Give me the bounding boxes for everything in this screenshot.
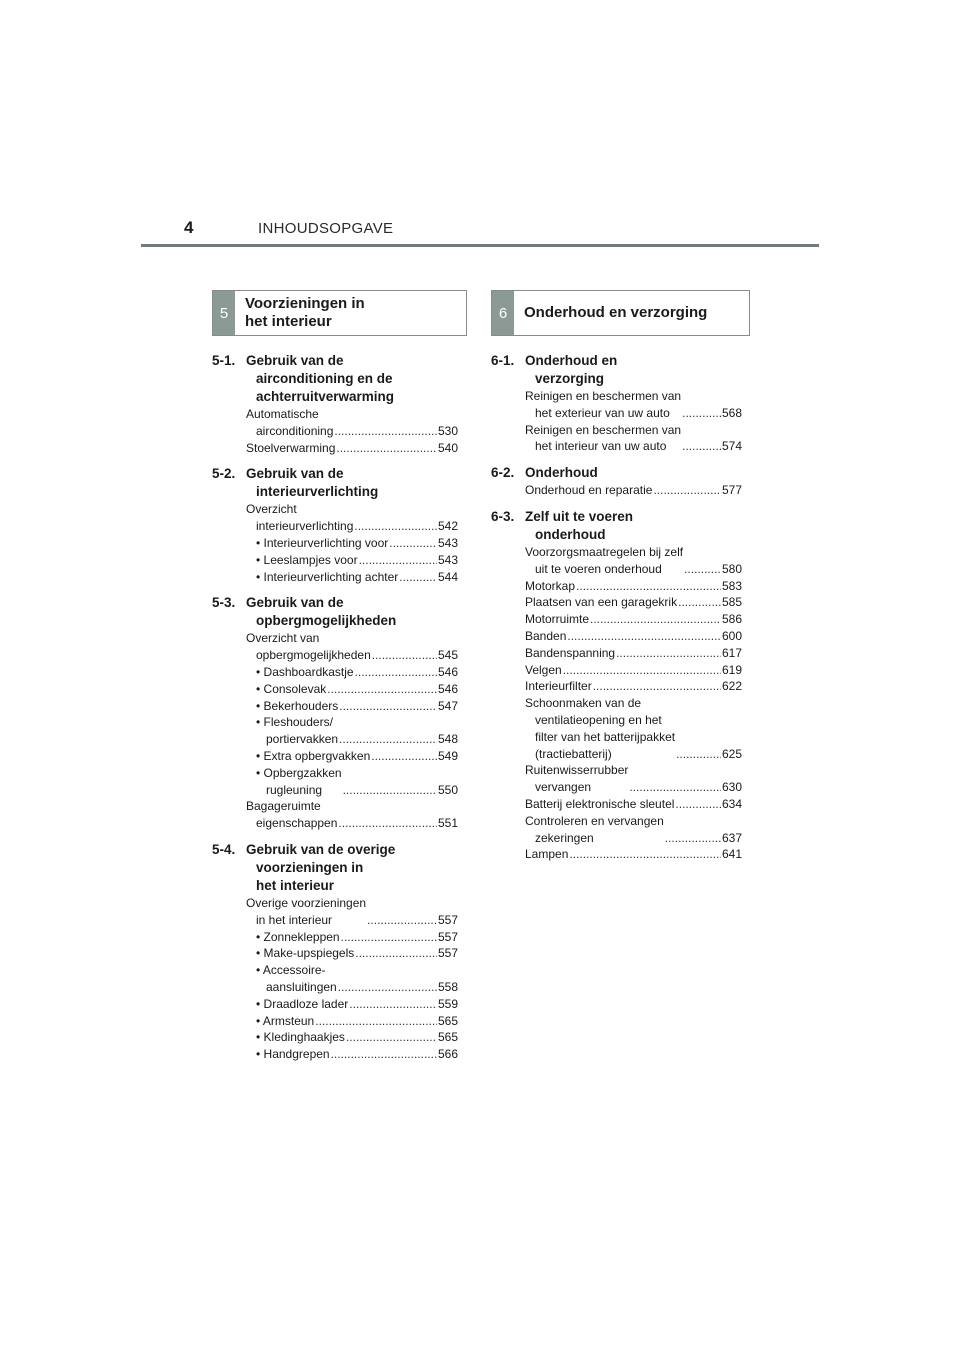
entry-label-line: vervangen	[535, 780, 592, 795]
section-title-line: achterruitverwarming	[256, 389, 395, 404]
entry-label-line: • Interieurverlichting voor	[256, 535, 389, 550]
toc-entry[interactable]	[246, 765, 458, 799]
leader-dots	[331, 1046, 437, 1063]
leader-dots	[682, 438, 721, 455]
entry-page-number: 565	[437, 1013, 458, 1028]
entry-page-number: 546	[437, 664, 458, 679]
entry-label-line: Overzicht van	[246, 631, 320, 646]
entry-label-line: Bandenspanning	[525, 645, 616, 660]
toc-entry[interactable]	[525, 482, 742, 499]
leader-dots	[354, 518, 437, 535]
section-gap	[212, 832, 458, 838]
entry-label	[256, 664, 354, 681]
toc-entry[interactable]	[246, 714, 458, 748]
entry-label-line: Voorzorgsmaatregelen bij zelf	[525, 544, 684, 559]
entry-label	[525, 695, 675, 762]
entry-page-number: 557	[437, 912, 458, 927]
entry-label-line: in het interieur	[256, 912, 333, 927]
entry-label-line: Motorkap	[525, 578, 576, 593]
entry-label-line: Plaatsen van een garagekrik	[525, 595, 678, 610]
entry-page-number: 586	[721, 612, 742, 627]
entry-label	[525, 544, 683, 578]
section-title-line: interieurverlichting	[256, 484, 379, 500]
entry-label	[256, 681, 326, 698]
section-number: 5-4.	[212, 841, 236, 857]
section-title-line: Onderhoud	[525, 465, 598, 481]
toc-entry[interactable]	[246, 1013, 458, 1030]
toc-entry[interactable]	[525, 846, 742, 863]
entry-label	[525, 611, 589, 628]
leader-dots	[389, 535, 437, 552]
toc-entry[interactable]	[246, 1046, 458, 1063]
toc-entry[interactable]	[246, 945, 458, 962]
entry-label	[525, 645, 615, 662]
section-title	[246, 465, 458, 501]
entry-page-number: 580	[721, 561, 742, 576]
entry-label	[246, 406, 333, 440]
toc-entry[interactable]	[246, 569, 458, 586]
section-number: 5-2.	[212, 466, 236, 482]
entry-label-line: Onderhoud en reparatie	[525, 483, 653, 498]
entry-page-number: 546	[437, 681, 458, 696]
entry-page-number: 617	[721, 645, 742, 660]
leader-dots	[355, 664, 437, 681]
chapter-6-toc	[491, 352, 742, 872]
section-heading[interactable]	[212, 841, 458, 895]
leader-dots	[567, 628, 721, 645]
entry-label-line: Batterij elektronische sleutel	[525, 796, 675, 811]
section-title-line: Gebruik van de	[246, 353, 344, 368]
section-title-line: airconditioning en de	[256, 371, 393, 386]
entry-label-line: Motorruimte	[525, 612, 590, 627]
entry-label-line: • Leeslampjes voor	[256, 552, 358, 567]
leader-dots	[616, 645, 721, 662]
toc-entry[interactable]	[525, 594, 742, 611]
entry-label	[525, 482, 652, 499]
leader-dots	[334, 423, 437, 440]
entry-label-line: eigenschappen	[256, 816, 338, 831]
entry-label	[256, 535, 388, 552]
section-title	[246, 594, 458, 630]
section-number: 6-3.	[491, 508, 515, 524]
toc-section	[212, 594, 458, 838]
leader-dots	[676, 746, 721, 763]
section-number: 5-3.	[212, 595, 236, 611]
section-title-line: het interieur	[256, 877, 335, 893]
page-number: 4	[184, 218, 194, 237]
toc-entry[interactable]	[246, 501, 458, 535]
entry-label-line: aansluitingen	[266, 979, 337, 994]
leader-dots	[341, 929, 437, 946]
toc-section	[212, 841, 458, 1069]
entry-label-line: het interieur van uw auto	[535, 439, 667, 454]
entry-label-line: interieurverlichting	[256, 519, 354, 534]
entry-label	[525, 422, 681, 456]
leader-dots	[678, 594, 721, 611]
section-gap	[491, 863, 742, 869]
entry-label-line: zekeringen	[535, 830, 594, 845]
toc-entry[interactable]	[246, 664, 458, 681]
entry-page-number: 551	[437, 816, 458, 831]
entry-label-line: Overige voorzieningen	[246, 895, 367, 910]
toc-entry[interactable]	[525, 544, 742, 578]
entry-label-line: • Draadloze lader	[256, 996, 349, 1011]
section-title	[525, 464, 742, 482]
entry-page-number: 583	[721, 578, 742, 593]
entry-label-line: • Dashboardkastje	[256, 664, 354, 679]
leader-dots	[653, 482, 721, 499]
entry-page-number: 557	[437, 946, 458, 961]
leader-dots	[569, 846, 721, 863]
entry-label-line: Overzicht	[246, 502, 297, 517]
toc-entry[interactable]	[525, 796, 742, 813]
entry-label	[256, 945, 354, 962]
entry-page-number: 557	[437, 929, 458, 944]
entry-page-number: 634	[721, 796, 742, 811]
leader-dots	[563, 662, 721, 679]
section-heading[interactable]	[212, 352, 458, 406]
section-gap	[212, 1063, 458, 1069]
leader-dots	[359, 552, 437, 569]
entry-page-number: 558	[437, 979, 458, 994]
toc-section	[491, 508, 742, 869]
entry-label-line: Automatische	[246, 407, 319, 421]
section-title	[246, 841, 458, 895]
entry-label-line: filter van het batterijpakket	[535, 729, 676, 744]
leader-dots	[576, 578, 721, 595]
leader-dots	[675, 796, 721, 813]
entry-label-line: • Bekerhouders	[256, 698, 339, 713]
entry-label-line: • Extra opbergvakken	[256, 748, 371, 763]
page-header-title: INHOUDSOPGAVE	[258, 220, 394, 237]
entry-page-number: 559	[437, 996, 458, 1011]
leader-dots	[372, 647, 437, 664]
entry-label-line: ventilatieopening en het	[535, 712, 662, 727]
section-gap	[491, 499, 742, 505]
entry-page-number: 577	[721, 483, 742, 498]
entry-label	[256, 569, 398, 586]
section-title-line: Zelf uit te voeren	[525, 508, 634, 524]
leader-dots	[336, 440, 437, 457]
entry-page-number: 565	[437, 1030, 458, 1045]
leader-dots	[315, 1013, 437, 1030]
toc-entry[interactable]	[246, 748, 458, 765]
chapter-6-header[interactable]	[491, 290, 750, 336]
entry-label	[525, 594, 677, 611]
leader-dots	[339, 698, 437, 715]
section-gap	[491, 455, 742, 461]
entry-label	[256, 996, 348, 1013]
entry-label-line: Schoonmaken van de	[525, 696, 642, 711]
entry-page-number: 543	[437, 535, 458, 550]
entry-label-line: airconditioning	[256, 423, 334, 438]
leader-dots	[684, 561, 721, 578]
entry-label	[256, 1013, 314, 1030]
toc-entry[interactable]	[525, 388, 742, 422]
entry-label-line: Bagageruimte	[246, 799, 321, 814]
toc-entry[interactable]	[525, 695, 742, 762]
toc-entry[interactable]	[525, 662, 742, 679]
toc-entry[interactable]	[525, 628, 742, 645]
chapter-number: 6	[492, 291, 514, 335]
entry-page-number: 585	[721, 595, 742, 610]
toc-entry[interactable]	[246, 1029, 458, 1046]
leader-dots	[339, 731, 437, 748]
toc-entry[interactable]	[246, 440, 458, 457]
section-number: 6-1.	[491, 353, 515, 368]
toc-entry[interactable]	[525, 578, 742, 595]
entry-label	[525, 813, 664, 847]
entry-label-line: • Accessoire-	[256, 963, 326, 978]
entry-page-number: 568	[721, 405, 742, 420]
toc-entry[interactable]	[525, 678, 742, 695]
toc-section	[212, 465, 458, 591]
toc-entry[interactable]	[246, 552, 458, 569]
entry-label-line: • Kledinghaakjes	[256, 1030, 345, 1045]
section-gap	[212, 456, 458, 462]
entry-label	[256, 962, 337, 996]
entry-label-line: • Zonnekleppen	[256, 929, 340, 944]
entry-label	[525, 796, 674, 813]
section-heading[interactable]	[212, 594, 458, 630]
entry-label-line: Reinigen en beschermen van	[525, 422, 682, 437]
toc-entry[interactable]	[246, 535, 458, 552]
leader-dots	[349, 996, 437, 1013]
entry-page-number: 637	[721, 830, 742, 845]
toc-section	[491, 464, 742, 505]
toc-entry[interactable]	[525, 645, 742, 662]
section-gap	[212, 585, 458, 591]
toc-entry[interactable]	[246, 895, 458, 929]
entry-page-number: 625	[721, 746, 742, 761]
section-title-line: Onderhoud en	[525, 353, 618, 368]
header-rule	[141, 244, 819, 247]
entry-page-number: 543	[437, 552, 458, 567]
entry-label	[525, 846, 568, 863]
leader-dots	[346, 1029, 437, 1046]
leader-dots	[355, 945, 437, 962]
entry-label	[246, 440, 335, 457]
toc-section	[212, 352, 458, 462]
entry-label-line: Banden	[525, 628, 567, 643]
entry-page-number: 600	[721, 628, 742, 643]
entry-label-line: • Make-upspiegels	[256, 946, 355, 961]
entry-label-line: • Interieurverlichting achter	[256, 569, 399, 584]
entry-label-line: opbergmogelijkheden	[256, 648, 371, 663]
toc-entry[interactable]	[525, 611, 742, 628]
entry-label	[256, 698, 338, 715]
entry-label	[525, 662, 562, 679]
toc-entry[interactable]	[246, 798, 458, 832]
entry-label-line: Stoelverwarming	[246, 440, 336, 455]
leader-dots	[682, 405, 721, 422]
entry-page-number: 544	[437, 569, 458, 584]
chapter-title: Voorzieningen in het interieur	[245, 295, 365, 330]
entry-label	[525, 578, 575, 595]
entry-label-line: • Consolevak	[256, 681, 327, 696]
section-title-line: Gebruik van de	[246, 466, 344, 482]
entry-label	[256, 765, 342, 799]
entry-label	[256, 714, 338, 748]
toc-section	[491, 352, 742, 461]
leader-dots	[629, 779, 721, 796]
entry-page-number: 574	[721, 439, 742, 454]
entry-label-line: het exterieur van uw auto	[535, 405, 670, 420]
leader-dots	[327, 681, 437, 698]
toc-entry[interactable]	[246, 962, 458, 996]
leader-dots	[665, 830, 721, 847]
entry-page-number: 549	[437, 748, 458, 763]
toc-entry[interactable]	[246, 630, 458, 664]
section-title	[525, 508, 742, 544]
leader-dots	[590, 611, 721, 628]
entry-label	[525, 762, 628, 796]
entry-label	[246, 501, 353, 535]
entry-page-number: 542	[437, 519, 458, 534]
chapter-5-toc	[212, 352, 458, 1072]
toc-entry[interactable]	[525, 813, 742, 847]
entry-page-number: 540	[437, 440, 458, 455]
leader-dots	[399, 569, 437, 586]
entry-page-number: 545	[437, 648, 458, 663]
entry-page-number: 641	[721, 847, 742, 862]
section-title	[246, 352, 458, 406]
section-title-line: Gebruik van de	[246, 595, 344, 611]
entry-label-line: • Opbergzakken	[256, 765, 342, 780]
entry-label-line: • Fleshouders/	[256, 715, 333, 730]
entry-page-number: 566	[437, 1047, 458, 1062]
entry-label	[246, 895, 366, 929]
leader-dots	[367, 912, 437, 929]
leader-dots	[371, 748, 437, 765]
entry-label	[256, 1029, 345, 1046]
section-number: 5-1.	[212, 353, 236, 368]
leader-dots	[593, 678, 721, 695]
entry-label-line: uit te voeren onderhoud	[535, 561, 662, 576]
entry-page-number: 619	[721, 662, 742, 677]
entry-label-line: Velgen	[525, 662, 562, 677]
entry-label-line: Interieurfilter	[525, 679, 592, 694]
entry-label-line: • Armsteun	[256, 1013, 315, 1028]
section-title-line: onderhoud	[535, 526, 606, 542]
entry-label-line: portiervakken	[266, 732, 339, 747]
section-heading[interactable]	[491, 352, 742, 388]
entry-label-line: • Handgrepen	[256, 1047, 330, 1062]
entry-label	[525, 678, 592, 695]
entry-page-number: 530	[437, 423, 458, 438]
entry-page-number: 548	[437, 732, 458, 747]
entry-label	[256, 1046, 330, 1063]
toc-entry[interactable]	[246, 996, 458, 1013]
section-heading[interactable]	[491, 464, 742, 482]
entry-page-number: 547	[437, 698, 458, 713]
entry-label-line: Reinigen en beschermen van	[525, 389, 682, 403]
entry-page-number: 550	[437, 782, 458, 797]
section-number: 6-2.	[491, 465, 515, 481]
entry-label	[256, 552, 358, 569]
entry-label-line: (tractiebatterij)	[535, 746, 612, 761]
toc-entry[interactable]	[525, 762, 742, 796]
toc-entry[interactable]	[525, 422, 742, 456]
section-title-line: opbergmogelijkheden	[256, 613, 397, 629]
section-heading[interactable]	[212, 465, 458, 501]
section-title-line: Gebruik van de overige	[246, 841, 396, 857]
entry-label-line: Ruitenwisserrubber	[525, 763, 629, 778]
toc-entry[interactable]	[246, 698, 458, 715]
entry-label	[525, 388, 681, 422]
entry-page-number: 630	[721, 780, 742, 795]
entry-label	[256, 748, 370, 765]
entry-label	[246, 630, 371, 664]
toc-entry[interactable]	[246, 681, 458, 698]
entry-label	[525, 628, 566, 645]
entry-page-number: 622	[721, 679, 742, 694]
entry-label-line: Controleren en vervangen	[525, 813, 664, 828]
section-heading[interactable]	[491, 508, 742, 544]
section-title-line: voorzieningen in	[256, 859, 364, 875]
chapter-title: Onderhoud en verzorging	[524, 304, 708, 321]
section-title	[525, 352, 742, 388]
leader-dots	[338, 979, 437, 996]
entry-label	[246, 798, 337, 832]
entry-label	[256, 929, 340, 946]
toc-entry[interactable]	[246, 929, 458, 946]
section-title-line: verzorging	[535, 371, 605, 386]
entry-label-line: Lampen	[525, 847, 569, 862]
leader-dots	[343, 782, 437, 799]
entry-label-line: rugleuning	[266, 782, 323, 797]
chapter-5-header[interactable]	[212, 290, 467, 336]
chapter-number: 5	[213, 291, 235, 335]
toc-entry[interactable]	[246, 406, 458, 440]
leader-dots	[338, 815, 437, 832]
